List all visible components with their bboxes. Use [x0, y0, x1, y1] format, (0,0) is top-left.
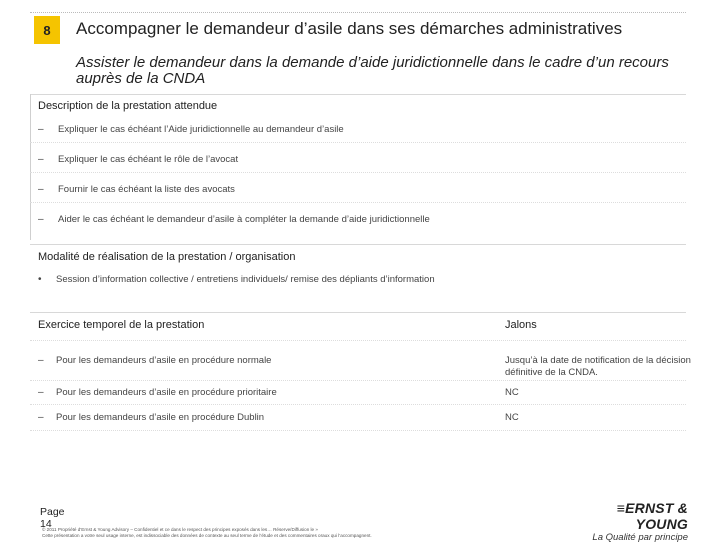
row-divider	[30, 202, 686, 203]
row-divider	[30, 380, 686, 381]
list-item: Expliquer le cas échéant le rôle de l’avocat	[58, 154, 239, 165]
copyright-line-1: © 2011 Propriété d’Ernst & Young Advisory – Confidentiel et ce dans le respect des principes exposés dans les… Réserve/Diffusion le »	[42, 527, 318, 532]
dash-bullet: –	[38, 214, 44, 225]
section-number-badge: 8	[34, 16, 60, 44]
modalite-heading: Modalité de réalisation de la prestation / organisation	[38, 251, 296, 263]
list-item: Fournir le cas échéant la liste des avocats	[58, 184, 235, 195]
section-left-rule	[30, 94, 31, 240]
page-label-text: Page	[40, 506, 65, 518]
dash-bullet: –	[38, 387, 44, 398]
row-divider	[30, 340, 686, 341]
section-divider	[30, 94, 686, 95]
page-number-value: 14	[40, 518, 52, 530]
jalons-heading: Jalons	[505, 319, 537, 331]
dash-bullet: –	[38, 154, 44, 165]
table-row-jalon: NC	[505, 412, 519, 423]
list-item: Session d’information collective / entretiens individuels/ remise des dépliants d’information	[56, 274, 435, 285]
page-subtitle: Assister le demandeur dans la demande d’aide juridictionnelle dans le cadre d’un recours auprès de la CNDA	[76, 54, 669, 87]
copyright-notice	[42, 527, 502, 539]
exercice-heading: Exercice temporel de la prestation	[38, 319, 205, 331]
table-row-label: Pour les demandeurs d’asile en procédure Dublin	[56, 412, 265, 423]
table-row-label: Pour les demandeurs d’asile en procédure normale	[56, 355, 272, 366]
section-divider	[30, 312, 686, 313]
row-divider	[30, 172, 686, 173]
bullet-dot: •	[38, 274, 42, 285]
top-divider	[30, 12, 686, 13]
ernst-young-logo	[568, 500, 688, 543]
row-divider	[30, 430, 686, 431]
logo-name	[568, 500, 688, 532]
list-item: Expliquer le cas échéant l’Aide juridictionnelle au demandeur d’asile	[58, 124, 344, 135]
copyright-line-2: Cette présentation a votre seul usage interne, est indissociable des données de contexte au seul terme de l’étude et des commentaires oraux qui l’accompagnent.	[42, 533, 372, 538]
row-divider	[30, 404, 686, 405]
table-row-jalon: Jusqu’à la date de notification de la décision définitive de la CNDA.	[505, 355, 691, 378]
dash-bullet: –	[38, 355, 44, 366]
dash-bullet: –	[38, 412, 44, 423]
dash-bullet: –	[38, 124, 44, 135]
table-row-label: Pour les demandeurs d’asile en procédure prioritaire	[56, 387, 277, 398]
row-divider	[30, 142, 686, 143]
logo-tagline: La Qualité par principe	[592, 532, 688, 543]
section-divider	[30, 244, 686, 245]
page-title: Accompagner le demandeur d’asile dans ses démarches administratives	[76, 19, 623, 38]
logo-mark-icon: ≡	[616, 500, 626, 516]
dash-bullet: –	[38, 184, 44, 195]
description-heading: Description de la prestation attendue	[38, 100, 218, 112]
logo-name-text: ERNST & YOUNG	[625, 500, 688, 532]
table-row-jalon: NC	[505, 387, 519, 398]
list-item: Aider le cas échéant le demandeur d’asile à compléter la demande d’aide juridictionnelle	[58, 214, 430, 225]
